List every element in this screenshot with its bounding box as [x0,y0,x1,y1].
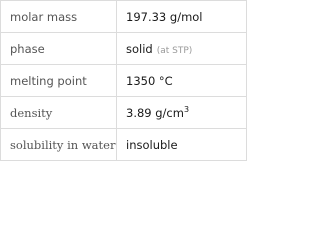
row-label-melting-point: melting point [1,65,117,97]
table-row [1,129,247,161]
row-value-phase: solid [126,41,153,56]
row-value-molar-mass: 197.33 g/mol [117,1,247,33]
row-value-density: 3.89 g/cm [126,105,184,120]
row-label-density: density [1,97,117,129]
density-unit-exponent: 3 [183,104,190,114]
table-row [1,97,247,129]
row-value-phase-cell [117,33,247,65]
row-label-solubility: solubility in water [1,129,117,161]
table-row [1,1,247,33]
table-row [1,65,247,97]
table-row [1,33,247,65]
phase-note: (at STP) [156,45,193,56]
row-value-solubility: insoluble [117,129,247,161]
row-label-phase: phase [1,33,117,65]
row-label-molar-mass: molar mass [1,1,117,33]
row-value-melting-point: 1350 °C [117,65,247,97]
row-value-density-cell [117,97,247,129]
